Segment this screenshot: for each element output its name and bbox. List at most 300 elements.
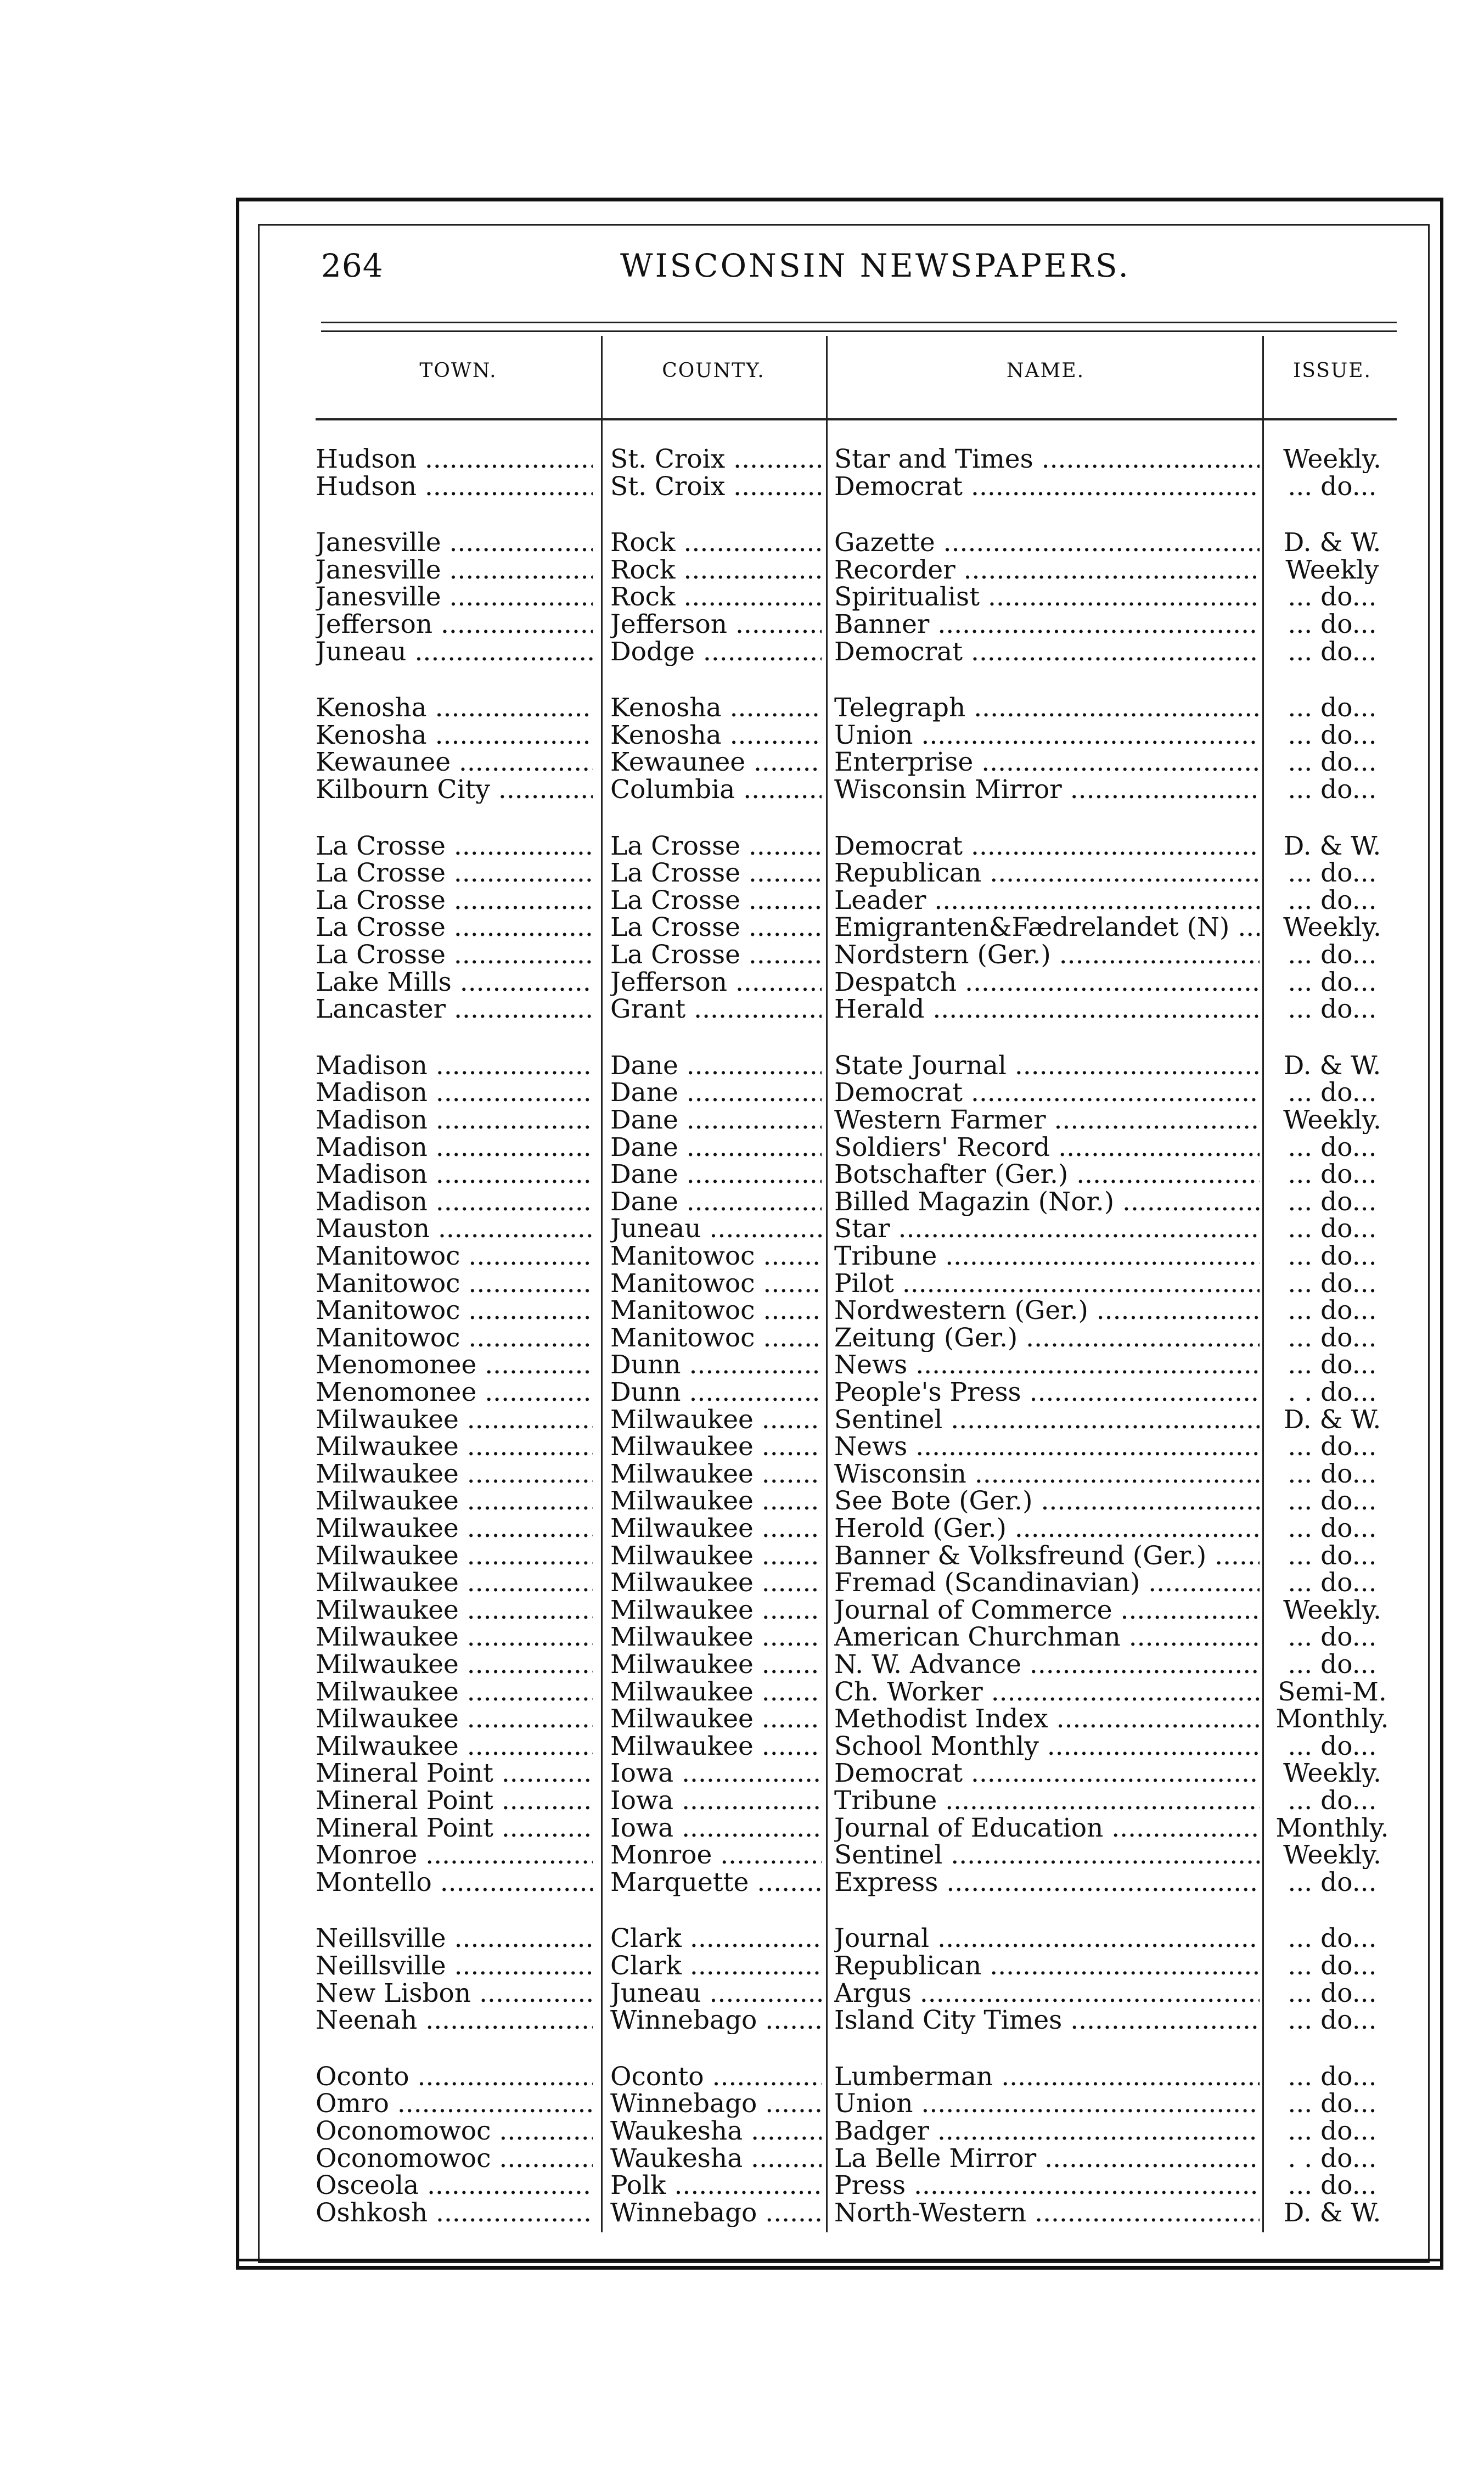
cell-issue: ... do...: [1288, 1542, 1377, 1570]
cell-county: Dane .....: [610, 1188, 822, 1216]
cell-town: Kenosha .....: [316, 694, 593, 722]
cell-issue: Monthly.: [1275, 1705, 1389, 1733]
cell-name: Banner & Volksfreund (Ger.) .....: [834, 1542, 1260, 1570]
cell-county: Oconto .....: [610, 2063, 822, 2091]
cell-name: Union .....: [834, 2090, 1260, 2118]
cell-county: La Crosse .....: [610, 887, 822, 914]
cell-name: Press .....: [834, 2172, 1260, 2199]
cell-town: Monroe .....: [316, 1842, 593, 1869]
cell-town: Oshkosh .....: [316, 2199, 593, 2227]
table-row: [0, 1980, 1484, 2007]
cell-county: Kenosha .....: [610, 694, 822, 722]
cell-town: Mauston .....: [316, 1215, 593, 1243]
column-header-county: COUNTY.: [662, 360, 765, 382]
cell-name: News .....: [834, 1433, 1260, 1461]
cell-issue: ... do...: [1288, 860, 1377, 888]
cell-name: Democrat .....: [834, 473, 1260, 501]
cell-name: Wisconsin .....: [834, 1461, 1260, 1488]
cell-county: Manitowoc .....: [610, 1243, 822, 1270]
cell-town: Milwaukee .....: [316, 1624, 593, 1651]
table-row: [0, 776, 1484, 804]
cell-town: Janesville .....: [316, 583, 593, 611]
cell-name: Democrat .....: [834, 1079, 1260, 1107]
cell-name: Telegraph .....: [834, 694, 1260, 722]
cell-name: Democrat .....: [834, 638, 1260, 666]
cell-name: Zeitung (Ger.) .....: [834, 1324, 1260, 1352]
table-row: [0, 1379, 1484, 1406]
cell-issue: ... do...: [1288, 2063, 1377, 2091]
cell-county: Dane .....: [610, 1107, 822, 1134]
column-header-town: TOWN.: [419, 360, 497, 382]
cell-county: Rock .....: [610, 557, 822, 584]
cell-name: N. W. Advance .....: [834, 1651, 1260, 1679]
table-row: [0, 446, 1484, 473]
cell-county: Milwaukee .....: [610, 1433, 822, 1461]
page-header: [321, 247, 1419, 296]
cell-county: Dane .....: [610, 1161, 822, 1188]
table-row: [0, 1569, 1484, 1597]
table-row: [0, 1297, 1484, 1324]
cell-name: Lumberman .....: [834, 2063, 1260, 2091]
cell-name: Nordstern (Ger.) .....: [834, 941, 1260, 969]
cell-county: Dane .....: [610, 1052, 822, 1080]
cell-county: Milwaukee .....: [610, 1597, 822, 1624]
cell-town: Kilbourn City .....: [316, 776, 593, 804]
cell-issue: . . do...: [1288, 2145, 1377, 2173]
table-row: [0, 2145, 1484, 2173]
cell-county: Iowa .....: [610, 1760, 822, 1787]
cell-issue: ... do...: [1288, 473, 1377, 501]
cell-name: Gazette .....: [834, 529, 1260, 557]
table-row: [0, 969, 1484, 996]
cell-name: Nordwestern (Ger.) .....: [834, 1297, 1260, 1324]
table-row: [0, 1842, 1484, 1869]
cell-town: Milwaukee .....: [316, 1542, 593, 1570]
cell-issue: ... do...: [1288, 721, 1377, 749]
cell-town: La Crosse .....: [316, 887, 593, 914]
table-row: [0, 1351, 1484, 1379]
cell-issue: ... do...: [1288, 2172, 1377, 2200]
table-row: [0, 2007, 1484, 2034]
cell-name: Herald .....: [834, 996, 1260, 1023]
cell-issue: Weekly: [1285, 556, 1379, 584]
cell-name: Express .....: [834, 1869, 1260, 1896]
cell-issue: ... do...: [1288, 2007, 1377, 2035]
cell-county: Milwaukee .....: [610, 1406, 822, 1434]
cell-issue: ... do...: [1288, 2118, 1377, 2145]
cell-county: Columbia .....: [610, 776, 822, 804]
cell-county: Milwaukee .....: [610, 1515, 822, 1542]
cell-county: Polk .....: [610, 2172, 822, 2199]
cell-name: Pilot .....: [834, 1270, 1260, 1298]
cell-name: Star and Times .....: [834, 446, 1260, 473]
table-row: [0, 1324, 1484, 1352]
cell-name: Tribune .....: [834, 1787, 1260, 1815]
cell-county: Manitowoc .....: [610, 1270, 822, 1298]
cell-issue: ... do...: [1288, 1952, 1377, 1980]
cell-name: Ch. Worker .....: [834, 1679, 1260, 1706]
cell-county: Milwaukee .....: [610, 1679, 822, 1706]
cell-issue: ... do...: [1288, 1243, 1377, 1270]
table-row: [0, 1679, 1484, 1706]
table-row: [0, 1542, 1484, 1570]
cell-county: La Crosse .....: [610, 833, 822, 860]
table-row: [0, 1815, 1484, 1842]
table-row: [0, 1624, 1484, 1651]
cell-town: La Crosse .....: [316, 833, 593, 860]
table-row: [0, 1079, 1484, 1107]
table-row: [0, 1188, 1484, 1216]
cell-name: Wisconsin Mirror .....: [834, 776, 1260, 804]
cell-town: Mineral Point .....: [316, 1787, 593, 1815]
cell-town: Manitowoc .....: [316, 1243, 593, 1270]
cell-name: Sentinel .....: [834, 1406, 1260, 1434]
table-row: [0, 1270, 1484, 1298]
page-title: WISCONSIN NEWSPAPERS.: [620, 247, 1131, 284]
cell-town: Omro .....: [316, 2090, 593, 2118]
cell-name: Recorder .....: [834, 557, 1260, 584]
cell-issue: Semi-M.: [1278, 1678, 1387, 1706]
cell-county: Winnebago .....: [610, 2007, 822, 2034]
cell-issue: ... do...: [1288, 1487, 1377, 1515]
table-row: [0, 1733, 1484, 1760]
cell-county: Dunn .....: [610, 1379, 822, 1406]
cell-county: Milwaukee .....: [610, 1569, 822, 1597]
cell-issue: ... do...: [1288, 1351, 1377, 1379]
table-row: [0, 914, 1484, 941]
cell-town: Mineral Point .....: [316, 1815, 593, 1842]
cell-issue: ... do...: [1288, 1433, 1377, 1461]
cell-name: School Monthly .....: [834, 1733, 1260, 1760]
cell-name: State Journal .....: [834, 1052, 1260, 1080]
cell-town: La Crosse .....: [316, 860, 593, 887]
cell-town: Oconomowoc .....: [316, 2145, 593, 2173]
column-header-name: NAME.: [1006, 360, 1085, 382]
cell-name: Republican .....: [834, 860, 1260, 887]
cell-name: Star .....: [834, 1215, 1260, 1243]
table-row: [0, 557, 1484, 584]
cell-county: Waukesha .....: [610, 2145, 822, 2173]
cell-county: Kenosha .....: [610, 722, 822, 749]
table-row: [0, 1243, 1484, 1270]
cell-name: Botschafter (Ger.) .....: [834, 1161, 1260, 1188]
cell-issue: ... do...: [1288, 1925, 1377, 1953]
cell-issue: ... do...: [1288, 776, 1377, 804]
cell-county: Dane .....: [610, 1134, 822, 1161]
cell-issue: ... do...: [1288, 1979, 1377, 2007]
cell-town: Madison .....: [316, 1079, 593, 1107]
cell-county: La Crosse .....: [610, 941, 822, 969]
cell-issue: ... do...: [1288, 694, 1377, 722]
cell-town: Janesville .....: [316, 557, 593, 584]
cell-name: La Belle Mirror .....: [834, 2145, 1260, 2173]
cell-town: Milwaukee .....: [316, 1406, 593, 1434]
table-row: [0, 1134, 1484, 1161]
cell-issue: ... do...: [1288, 941, 1377, 969]
cell-issue: ... do...: [1288, 968, 1377, 996]
cell-town: Menomonee .....: [316, 1379, 593, 1406]
cell-town: Milwaukee .....: [316, 1461, 593, 1488]
cell-county: Winnebago .....: [610, 2090, 822, 2118]
table-row: [0, 583, 1484, 611]
table-row: [0, 1760, 1484, 1787]
cell-issue: ... do...: [1288, 2090, 1377, 2118]
cell-county: Milwaukee .....: [610, 1542, 822, 1570]
cell-county: Manitowoc .....: [610, 1297, 822, 1324]
cell-town: Lake Mills .....: [316, 969, 593, 996]
cell-name: Democrat .....: [834, 833, 1260, 860]
cell-town: Madison .....: [316, 1161, 593, 1188]
cell-issue: Weekly.: [1283, 1107, 1381, 1134]
cell-town: New Lisbon .....: [316, 1980, 593, 2007]
cell-county: Iowa .....: [610, 1815, 822, 1842]
cell-name: Tribune .....: [834, 1243, 1260, 1270]
table-row: [0, 611, 1484, 638]
cell-name: American Churchman .....: [834, 1624, 1260, 1651]
cell-name: North-Western .....: [834, 2199, 1260, 2227]
cell-county: Milwaukee .....: [610, 1487, 822, 1515]
cell-name: Methodist Index .....: [834, 1705, 1260, 1733]
cell-name: Soldiers' Record .....: [834, 1134, 1260, 1161]
cell-county: La Crosse .....: [610, 860, 822, 887]
cell-town: Osceola .....: [316, 2172, 593, 2199]
cell-issue: ... do...: [1288, 996, 1377, 1024]
cell-county: Milwaukee .....: [610, 1705, 822, 1733]
table-row: [0, 722, 1484, 749]
table-row: [0, 1705, 1484, 1733]
cell-county: Clark .....: [610, 1952, 822, 1980]
cell-issue: D. & W.: [1283, 529, 1381, 557]
table-row: [0, 638, 1484, 666]
cell-issue: ... do...: [1288, 1297, 1377, 1325]
cell-town: Hudson .....: [316, 446, 593, 473]
cell-name: Leader .....: [834, 887, 1260, 914]
cell-town: Madison .....: [316, 1134, 593, 1161]
table-row: [0, 2063, 1484, 2091]
cell-issue: ... do...: [1288, 1868, 1377, 1896]
cell-county: St. Croix .....: [610, 473, 822, 501]
cell-county: Manitowoc .....: [610, 1324, 822, 1352]
column-header-rule: [316, 418, 1397, 420]
table-row: [0, 1952, 1484, 1980]
cell-town: Janesville .....: [316, 529, 593, 557]
cell-town: Milwaukee .....: [316, 1597, 593, 1624]
cell-town: Madison .....: [316, 1052, 593, 1080]
cell-town: Milwaukee .....: [316, 1705, 593, 1733]
cell-name: Democrat .....: [834, 1760, 1260, 1787]
cell-town: Milwaukee .....: [316, 1487, 593, 1515]
table-row: [0, 1787, 1484, 1815]
cell-name: Despatch .....: [834, 969, 1260, 996]
cell-town: Mineral Point .....: [316, 1760, 593, 1787]
cell-name: Island City Times .....: [834, 2007, 1260, 2034]
cell-name: Banner .....: [834, 611, 1260, 638]
cell-name: Badger .....: [834, 2118, 1260, 2145]
table-row: [0, 2090, 1484, 2118]
cell-issue: D. & W.: [1283, 2199, 1381, 2227]
cell-county: Monroe .....: [610, 1842, 822, 1869]
cell-town: Milwaukee .....: [316, 1651, 593, 1679]
cell-issue: ... do...: [1288, 1651, 1377, 1679]
cell-issue: ... do...: [1288, 886, 1377, 914]
cell-county: Dunn .....: [610, 1351, 822, 1379]
cell-county: Jefferson .....: [610, 611, 822, 638]
cell-town: Manitowoc .....: [316, 1324, 593, 1352]
table-row: [0, 941, 1484, 969]
cell-issue: ... do...: [1288, 749, 1377, 777]
cell-name: Journal of Education .....: [834, 1815, 1260, 1842]
table-row: [0, 1461, 1484, 1488]
cell-town: Madison .....: [316, 1188, 593, 1216]
cell-county: Iowa .....: [610, 1787, 822, 1815]
cell-town: Montello .....: [316, 1869, 593, 1896]
cell-town: Kewaunee .....: [316, 749, 593, 776]
cell-name: People's Press .....: [834, 1379, 1260, 1406]
cell-town: Jefferson .....: [316, 611, 593, 638]
cell-issue: ... do...: [1288, 1188, 1377, 1216]
cell-county: Milwaukee .....: [610, 1733, 822, 1760]
cell-town: Lancaster .....: [316, 996, 593, 1023]
cell-issue: D. & W.: [1283, 1052, 1381, 1080]
cell-county: Rock .....: [610, 583, 822, 611]
cell-town: Oconto .....: [316, 2063, 593, 2091]
cell-issue: ... do...: [1288, 1732, 1377, 1760]
cell-county: Milwaukee .....: [610, 1651, 822, 1679]
cell-name: Republican .....: [834, 1952, 1260, 1980]
table-row: [0, 1107, 1484, 1134]
cell-county: St. Croix .....: [610, 446, 822, 473]
cell-issue: ... do...: [1288, 583, 1377, 611]
page-number: 264: [321, 247, 384, 284]
cell-town: Madison .....: [316, 1107, 593, 1134]
footer-rule: [236, 2259, 1443, 2261]
cell-town: Neillsville .....: [316, 1952, 593, 1980]
cell-name: Spiritualist .....: [834, 583, 1260, 611]
cell-name: Union .....: [834, 722, 1260, 749]
cell-issue: ... do...: [1288, 1161, 1377, 1189]
column-header-issue: ISSUE.: [1293, 360, 1371, 382]
cell-town: Hudson .....: [316, 473, 593, 501]
cell-issue: Monthly.: [1275, 1814, 1389, 1842]
cell-town: Milwaukee .....: [316, 1679, 593, 1706]
cell-name: Western Farmer .....: [834, 1107, 1260, 1134]
cell-town: Milwaukee .....: [316, 1433, 593, 1461]
table-row: [0, 1651, 1484, 1679]
cell-town: La Crosse .....: [316, 914, 593, 941]
cell-town: Neillsville .....: [316, 1925, 593, 1952]
cell-issue: Weekly.: [1283, 1596, 1381, 1624]
cell-issue: ... do...: [1288, 638, 1377, 666]
table-row: [0, 1433, 1484, 1461]
cell-name: Herold (Ger.) .....: [834, 1515, 1260, 1542]
cell-issue: ... do...: [1288, 1569, 1377, 1597]
cell-county: La Crosse .....: [610, 914, 822, 941]
cell-town: Kenosha .....: [316, 722, 593, 749]
table-row: [0, 1052, 1484, 1080]
cell-county: Milwaukee .....: [610, 1461, 822, 1488]
cell-town: Juneau .....: [316, 638, 593, 666]
cell-issue: ... do...: [1288, 1460, 1377, 1488]
table-row: [0, 1869, 1484, 1896]
table-row: [0, 2199, 1484, 2227]
cell-county: Juneau .....: [610, 1980, 822, 2007]
cell-issue: . . do...: [1288, 1379, 1377, 1406]
cell-town: Menomonee .....: [316, 1351, 593, 1379]
cell-name: Journal .....: [834, 1925, 1260, 1952]
cell-issue: Weekly.: [1283, 914, 1381, 942]
table-row: [0, 833, 1484, 860]
cell-issue: Weekly.: [1283, 446, 1381, 473]
cell-town: Neenah .....: [316, 2007, 593, 2034]
cell-issue: ... do...: [1288, 1787, 1377, 1815]
cell-issue: ... do...: [1288, 1079, 1377, 1107]
table-row: [0, 1925, 1484, 1952]
cell-issue: Weekly.: [1283, 1842, 1381, 1870]
cell-issue: ... do...: [1288, 1515, 1377, 1542]
cell-town: Manitowoc .....: [316, 1297, 593, 1324]
cell-county: Clark .....: [610, 1925, 822, 1952]
cell-county: Milwaukee .....: [610, 1624, 822, 1651]
cell-county: Marquette .....: [610, 1869, 822, 1896]
cell-town: Milwaukee .....: [316, 1569, 593, 1597]
cell-name: Journal of Commerce .....: [834, 1597, 1260, 1624]
cell-county: Dodge .....: [610, 638, 822, 666]
cell-name: See Bote (Ger.) .....: [834, 1487, 1260, 1515]
cell-county: Grant .....: [610, 996, 822, 1023]
table-row: [0, 1215, 1484, 1243]
cell-name: Enterprise .....: [834, 749, 1260, 776]
header-rule: [321, 322, 1397, 323]
cell-issue: ... do...: [1288, 1624, 1377, 1652]
cell-county: Juneau .....: [610, 1215, 822, 1243]
cell-county: Rock .....: [610, 529, 822, 557]
table-row: [0, 1406, 1484, 1434]
cell-county: Waukesha .....: [610, 2118, 822, 2145]
cell-name: Billed Magazin (Nor.) .....: [834, 1188, 1260, 1216]
table-row: [0, 1487, 1484, 1515]
cell-county: Dane .....: [610, 1079, 822, 1107]
table-row: [0, 860, 1484, 887]
cell-name: Fremad (Scandinavian) .....: [834, 1569, 1260, 1597]
cell-name: News .....: [834, 1351, 1260, 1379]
cell-name: Emigranten&Fædrelandet (N) .....: [834, 914, 1260, 941]
cell-town: Manitowoc .....: [316, 1270, 593, 1298]
cell-town: Milwaukee .....: [316, 1515, 593, 1542]
cell-county: Jefferson .....: [610, 969, 822, 996]
cell-town: Milwaukee .....: [316, 1733, 593, 1760]
cell-town: La Crosse .....: [316, 941, 593, 969]
cell-issue: ... do...: [1288, 1270, 1377, 1298]
cell-name: Sentinel .....: [834, 1842, 1260, 1869]
table-row: [0, 2118, 1484, 2145]
table-row: [0, 887, 1484, 914]
table-row: [0, 1161, 1484, 1188]
table-row: [0, 473, 1484, 501]
cell-issue: ... do...: [1288, 1215, 1377, 1243]
cell-town: Oconomowoc .....: [316, 2118, 593, 2145]
table-row: [0, 749, 1484, 776]
cell-issue: ... do...: [1288, 611, 1377, 638]
table-row: [0, 694, 1484, 722]
cell-issue: D. & W.: [1283, 1406, 1381, 1434]
table-row: [0, 1515, 1484, 1542]
cell-county: Winnebago .....: [610, 2199, 822, 2227]
table-row: [0, 1597, 1484, 1624]
table-row: [0, 996, 1484, 1023]
cell-issue: ... do...: [1288, 1133, 1377, 1161]
cell-issue: ... do...: [1288, 1324, 1377, 1352]
header-rule-double: [321, 330, 1397, 332]
